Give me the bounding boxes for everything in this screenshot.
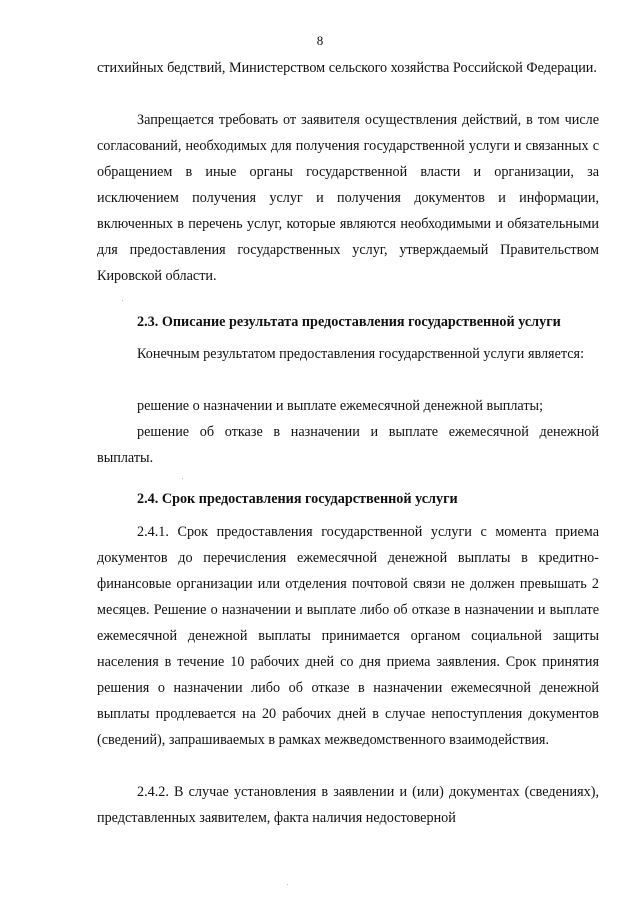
section-heading-2-4: 2.4. Срок предоставления государственной услуги bbox=[137, 491, 458, 507]
scan-speck bbox=[122, 300, 123, 301]
section-heading-2-3: 2.3. Описание результата предоставления государственной услуги bbox=[137, 314, 561, 330]
paragraph-continuation: стихийных бедствий, Министерством сельского хозяйства Российской Федерации. bbox=[97, 60, 597, 76]
paragraph-prohibition: Запрещается требовать от заявителя осуществления действий, в том числе согласований, необходимых для получения государственной услуги и связанных с обращением в иные органы государственной власти и организации, за исключением получения услуг и получения документов и информации, включенных в перечень услуг, которые являются необходимыми и обязательными для предоставления государственных услуг, утверждаемый Правительством Кировской области. bbox=[97, 112, 599, 284]
result-item-refusal: решение об отказе в назначении и выплате ежемесячной денежной выплаты. bbox=[97, 424, 599, 466]
result-item-approval: решение о назначении и выплате ежемесячной денежной выплаты; bbox=[137, 398, 544, 414]
page-number: 8 bbox=[316, 33, 324, 48]
scan-speck bbox=[287, 884, 288, 885]
scan-speck bbox=[182, 478, 183, 479]
paragraph-2-4-1: 2.4.1. Срок предоставления государственной услуги с момента приема документов до перечисления ежемесячной денежной выплаты в кредитно-финансовые организации или отделения почтовой связи не должен превышать 2 месяцев. Решение о назначении и выплате либо об отказе в назначении и выплате ежемесячной денежной выплаты принимается органом социальной защиты населения в течение 10 рабочих дней со дня приема заявления. Срок принятия решения о назначении либо об отказе в назначении ежемесячной денежной выплаты продлевается на 20 рабочих дней в случае непоступления документов (сведений), запрашиваемых в рамках межведомственного взаимодействия. bbox=[97, 524, 599, 748]
paragraph-result-intro: Конечным результатом предоставления государственной услуги является: bbox=[137, 346, 585, 362]
paragraph-2-4-2: 2.4.2. В случае установления в заявлении и (или) документах (сведениях), представленных заявителем, факта наличия недостоверной bbox=[97, 784, 599, 826]
